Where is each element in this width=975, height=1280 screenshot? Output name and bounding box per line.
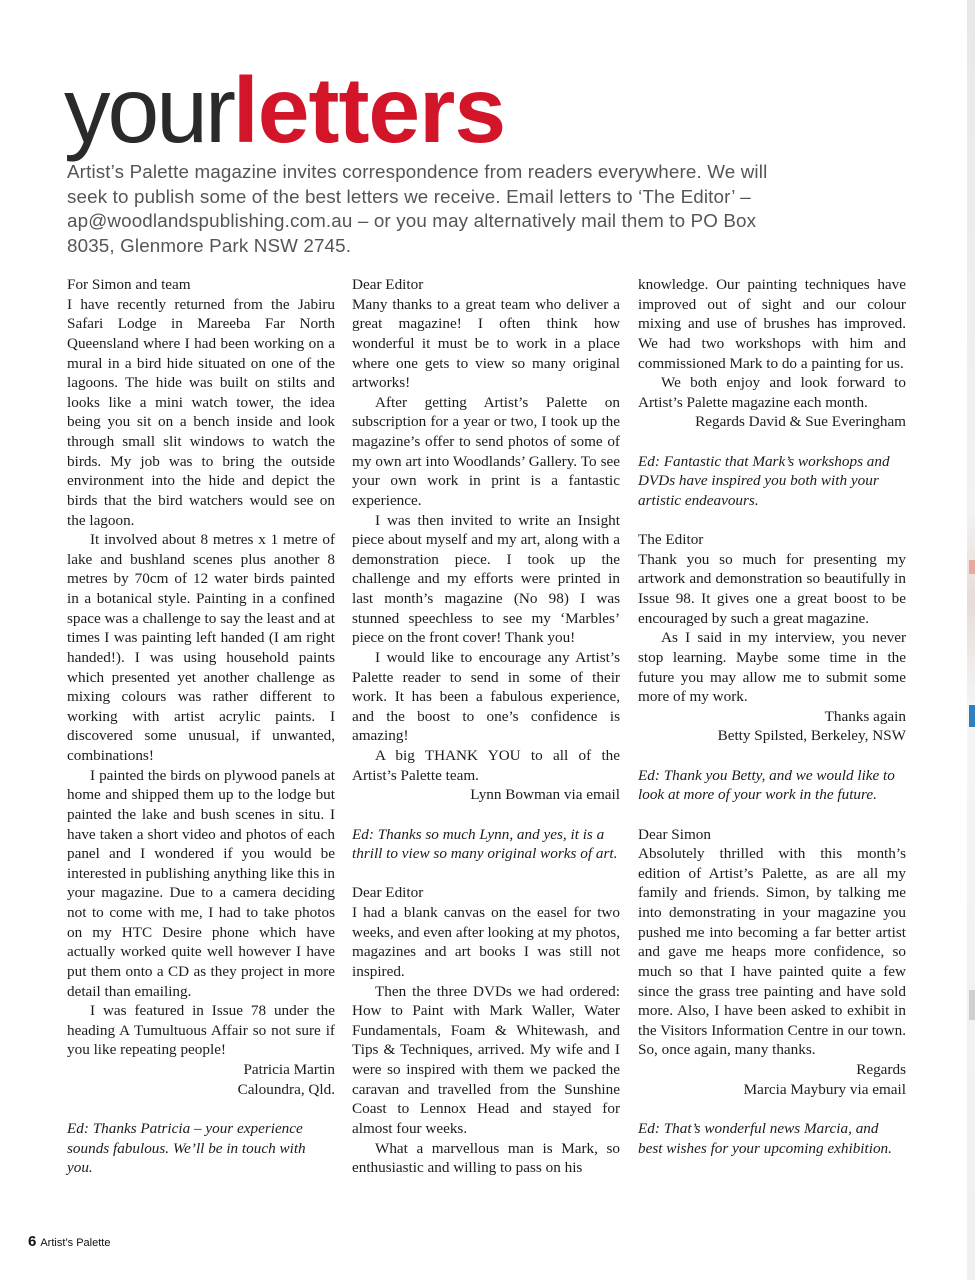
letter1-paragraph: I painted the birds on plywood panels at home and shipped them up to the lodge but painted the lake and bush scenes in situ. I have taken a short video and photos of each panel and I wondered if you would be interested in publishing anything like this in your magazine. Due to a camera deciding not to come with me, I had to take photos on my HTC Desire phone which have actually worked quite well however I have put them onto a CD as they project in more detail than emailing. (67, 766, 335, 1000)
letter2-signature: Lynn Bowman via email (470, 786, 620, 804)
column-3 (638, 275, 906, 1158)
letter4-signature-name: Betty Spilsted, Berkeley, NSW (717, 727, 906, 745)
title-word-letters: letters (232, 58, 506, 162)
page-number: 6 (28, 1233, 37, 1250)
letter3-signature: Regards David & Sue Everingham (695, 413, 906, 431)
letter1-paragraph: I was featured in Issue 78 under the heading A Tumultuous Affair so not sure if you like repeating people! (67, 1002, 335, 1059)
letter4-signature-thanks: Thanks again (824, 707, 906, 725)
column-2 (352, 275, 620, 1178)
page-footer (28, 1233, 110, 1251)
letter4-salutation: The Editor (638, 531, 704, 549)
publication-name: Artist’s Palette (40, 1237, 111, 1249)
letter3-salutation: Dear Editor (352, 884, 424, 902)
letter5-paragraph: Absolutely thrilled with this month’s edition of Artist’s Palette, as are all my family and friends. Simon, by talking me into demonstrating in your magazine you pushed me into becoming a far better artist and gave me heaps more confidence, so much so that I have painted quite a few since the grass tree painting and have sold more. Also, I have been asked to exhibit in the Visitors Information Centre in our town. So, once again, many thanks. (638, 845, 906, 1059)
letter2-paragraph: I was then invited to write an Insight piece about myself and my art, along with a demonstration piece. I took up the challenge and my efforts were printed in last month’s magazine (No 98) I was stunned speechless to see my ‘Marbles’ piece on the front cover! Thank you! (352, 511, 620, 647)
letter1-signature-place: Caloundra, Qld. (237, 1080, 335, 1098)
letter3-paragraph: I had a blank canvas on the easel for two weeks, and even after looking at my photos, magazines and art books I was still not inspired. (352, 904, 620, 980)
letter4-paragraph: Thank you so much for presenting my artwork and demonstration so beautifully in Issue 98. It gives one a great boost to be encouraged by such a great magazine. (638, 550, 906, 627)
letter1-signature-name: Patricia Martin (243, 1061, 335, 1078)
letter1-paragraph: I have recently returned from the Jabiru Safari Lodge in Mareeba Far North Queensland where I had been working on a mural in a bird hide situated on one of the lagoons. The hide was built on stilts and looks like a mini watch tower, the idea being you sit on a bench inside and look through small slit windows to watch the birds. My job was to bring the outside environment into the hide and depict the birds that the bird watchers would see on the lagoon. (67, 295, 335, 529)
page-edge-strip (967, 0, 975, 1280)
letter2-paragraph: I would like to encourage any Artist’s Palette reader to send in some of their work. It has been a fabulous experience, and the boost to one’s confidence is amazing! (352, 648, 620, 745)
letter2-salutation: Dear Editor (352, 276, 424, 293)
letter3-editor-reply: Ed: Fantastic that Mark’s workshops and DVDs have inspired you both with your artistic endeavours. (638, 452, 890, 509)
letter3-paragraph: Then the three DVDs we had ordered: How to Paint with Mark Waller, Water Fundamentals, Foam & Whitewash, and Tips & Techniques, arrived. My wife and I were so inspired with them we packed the caravan and travelled from the Sunshine Coast to Lennox Head and stayed for almost four weeks. (352, 982, 620, 1137)
letter5-signature-name: Marcia Maybury via email (743, 1080, 906, 1098)
letter3-paragraph: What a marvellous man is Mark, so enthusiastic and willing to pass on his (352, 1139, 620, 1177)
letter5-editor-reply: Ed: That’s wonderful news Marcia, and best wishes for your upcoming exhibition. (638, 1119, 892, 1157)
letter5-signature-regards: Regards (856, 1061, 906, 1078)
section-title (64, 58, 506, 162)
column-1 (67, 275, 335, 1178)
intro-paragraph: Artist’s Palette magazine invites correspondence from readers everywhere. We will seek to publish some of the best letters we receive. Email letters to ‘The Editor’ – ap@woodlandspublishing.com.au – or you may alternatively mail them to PO Box 8035, Glenmore Park NSW 2745. (67, 161, 768, 256)
edge-mark-blue (969, 705, 975, 727)
edge-mark-gray (969, 990, 975, 1020)
letter1-salutation: For Simon and team (67, 276, 191, 293)
letter1-paragraph: It involved about 8 metres x 1 metre of lake and bushland scenes plus another 8 metres by 70cm of 12 water birds painted in a botanical style. Painting in a confined space was a challenge to say the least and at times I was painting left handed (I am right handed!). I was using household paints which presented yet another challenge as mixing colours was rather different to working with artist acrylic paints. I discovered some unusual, if unwanted, combinations! (67, 531, 335, 764)
letter5-salutation: Dear Simon (638, 825, 711, 843)
letter2-paragraph: After getting Artist’s Palette on subscription for a year or two, I took up the magazine’s offer to send photos of some of my own art into Woodlands’ Gallery. To see your own work in print is a fantastic experience. (352, 393, 620, 509)
letter4-paragraph: As I said in my interview, you never stop learning. Maybe some time in the future you may allow me to submit some more of my work. (638, 629, 906, 706)
letter2-paragraph: Many thanks to a great team who deliver a great magazine! I often think how wonderful it must be to work in a place where one gets to view so many original artworks! (352, 295, 620, 392)
letter4-editor-reply: Ed: Thank you Betty, and we would like to look at more of your work in the future. (638, 766, 895, 804)
letter2-paragraph: A big THANK YOU to all of the Artist’s Palette team. (352, 747, 620, 784)
letter3-paragraph: knowledge. Our painting techniques have improved out of sight and our colour mixing and use of brushes has improved. We had two workshops with him and commissioned Mark to do a painting for us. (638, 276, 906, 372)
letter3-paragraph: We both enjoy and look forward to Artist’s Palette magazine each month. (638, 374, 906, 411)
title-word-your: your (64, 58, 233, 162)
letter1-editor-reply: Ed: Thanks Patricia – your experience sounds fabulous. We’ll be in touch with you. (67, 1119, 306, 1177)
edge-mark-red (969, 560, 975, 574)
letter2-editor-reply: Ed: Thanks so much Lynn, and yes, it is a thrill to view so many original works of art. (352, 825, 618, 863)
